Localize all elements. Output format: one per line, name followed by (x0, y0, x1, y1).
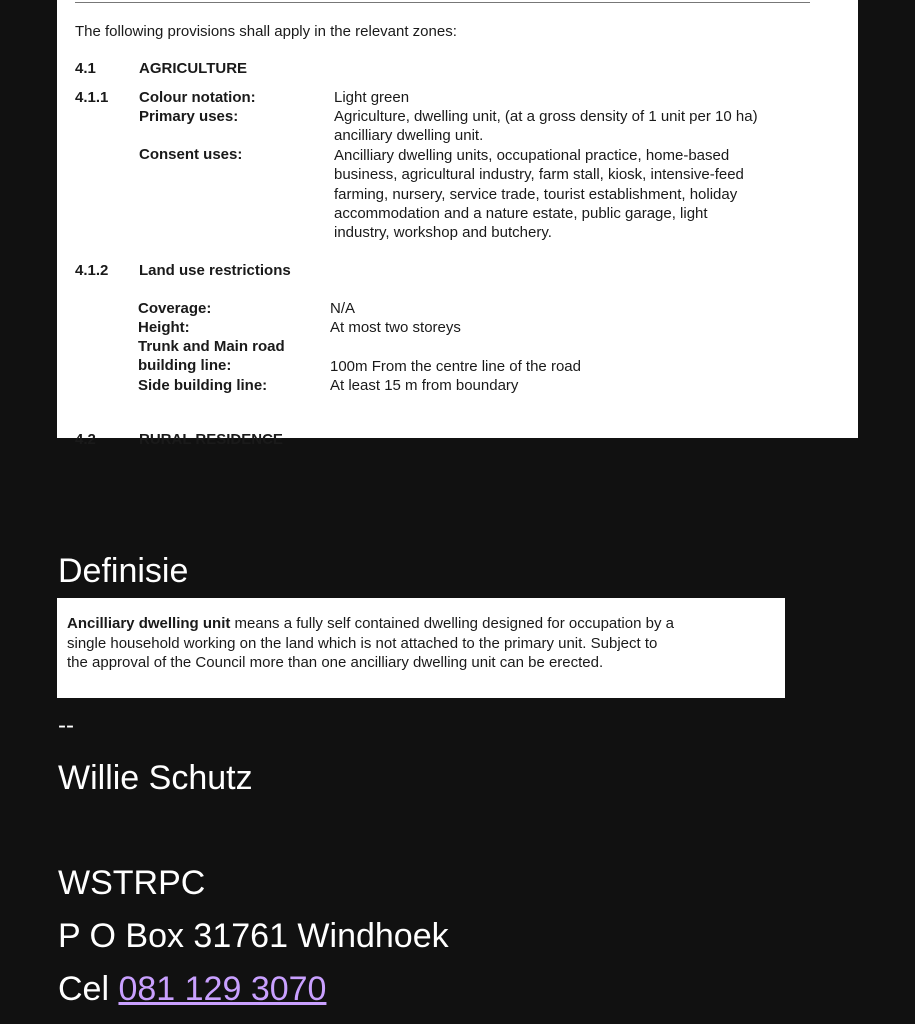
definition-line-2: single household working on the land which is not attached to the primary unit. Subject to (67, 634, 658, 652)
definition-line-rest: means a fully self contained dwelling designed for occupation by a (230, 615, 674, 632)
phone-link[interactable]: 081 129 3070 (118, 970, 327, 1008)
height-value: At most two storeys (330, 319, 461, 336)
consent-uses-line: industry, workshop and butchery. (334, 224, 552, 242)
definition-term: Ancilliary dwelling unit (67, 615, 231, 632)
signature-address: P O Box 31761 Windhoek (58, 917, 449, 955)
height-label: Height: (138, 319, 190, 336)
consent-uses-line: accommodation and a nature estate, public garage, light (334, 204, 708, 222)
side-building-line-label: Side building line: (138, 377, 268, 394)
trunk-road-label-2: building line: (138, 357, 232, 374)
subsection-title-2: Land use restrictions (139, 262, 291, 279)
subsection-number-1: 4.1.1 (75, 89, 109, 106)
coverage-value: N/A (330, 300, 356, 317)
cut-section-title: RURAL RESIDENCE (139, 431, 283, 448)
scan-top-rule (75, 2, 810, 3)
signature-phone (58, 969, 326, 1009)
section-title: AGRICULTURE (139, 60, 248, 77)
trunk-road-value: 100m From the centre line of the road (330, 358, 581, 375)
primary-uses-label: Primary uses: (139, 108, 239, 125)
definition-scan-image (57, 598, 785, 698)
cel-label: Cel (58, 970, 119, 1008)
zoning-scan-image (57, 0, 858, 448)
signature-separator: -- (58, 712, 74, 739)
consent-uses-line: business, agricultural industry, farm stall, kiosk, intensive-feed (334, 166, 744, 184)
primary-uses-line: Agriculture, dwelling unit, (at a gross density of 1 unit per 10 ha) (334, 108, 758, 125)
definition-line-1 (67, 614, 773, 634)
consent-uses-label: Consent uses: (139, 146, 243, 163)
subsection-number-2: 4.1.2 (75, 262, 109, 279)
definition-text (67, 614, 773, 673)
colour-notation-value: Light green (334, 89, 410, 106)
consent-uses-value (334, 146, 814, 242)
section-number: 4.1 (75, 60, 96, 77)
cut-section-number: 4.2 (75, 431, 96, 448)
scan-intro: The following provisions shall apply in the relevant zones: (75, 23, 457, 40)
definition-line-3: the approval of the Council more than one ancilliary dwelling unit can be erected. (67, 654, 604, 671)
signature-company: WSTRPC (58, 864, 206, 902)
definition-heading: Definisie (58, 552, 189, 590)
trunk-road-label-1: Trunk and Main road (138, 338, 285, 355)
consent-uses-line: Ancilliary dwelling units, occupational practice, home-based (334, 147, 730, 164)
side-building-line-value: At least 15 m from boundary (330, 377, 519, 394)
colour-notation-label: Colour notation: (139, 89, 256, 106)
coverage-label: Coverage: (138, 300, 212, 317)
consent-uses-line: farming, nursery, service trade, tourist establishment, holiday (334, 185, 738, 203)
primary-uses-line: ancilliary dwelling unit. (334, 127, 484, 145)
primary-uses-value (334, 107, 814, 146)
signature-name: Willie Schutz (58, 759, 253, 797)
